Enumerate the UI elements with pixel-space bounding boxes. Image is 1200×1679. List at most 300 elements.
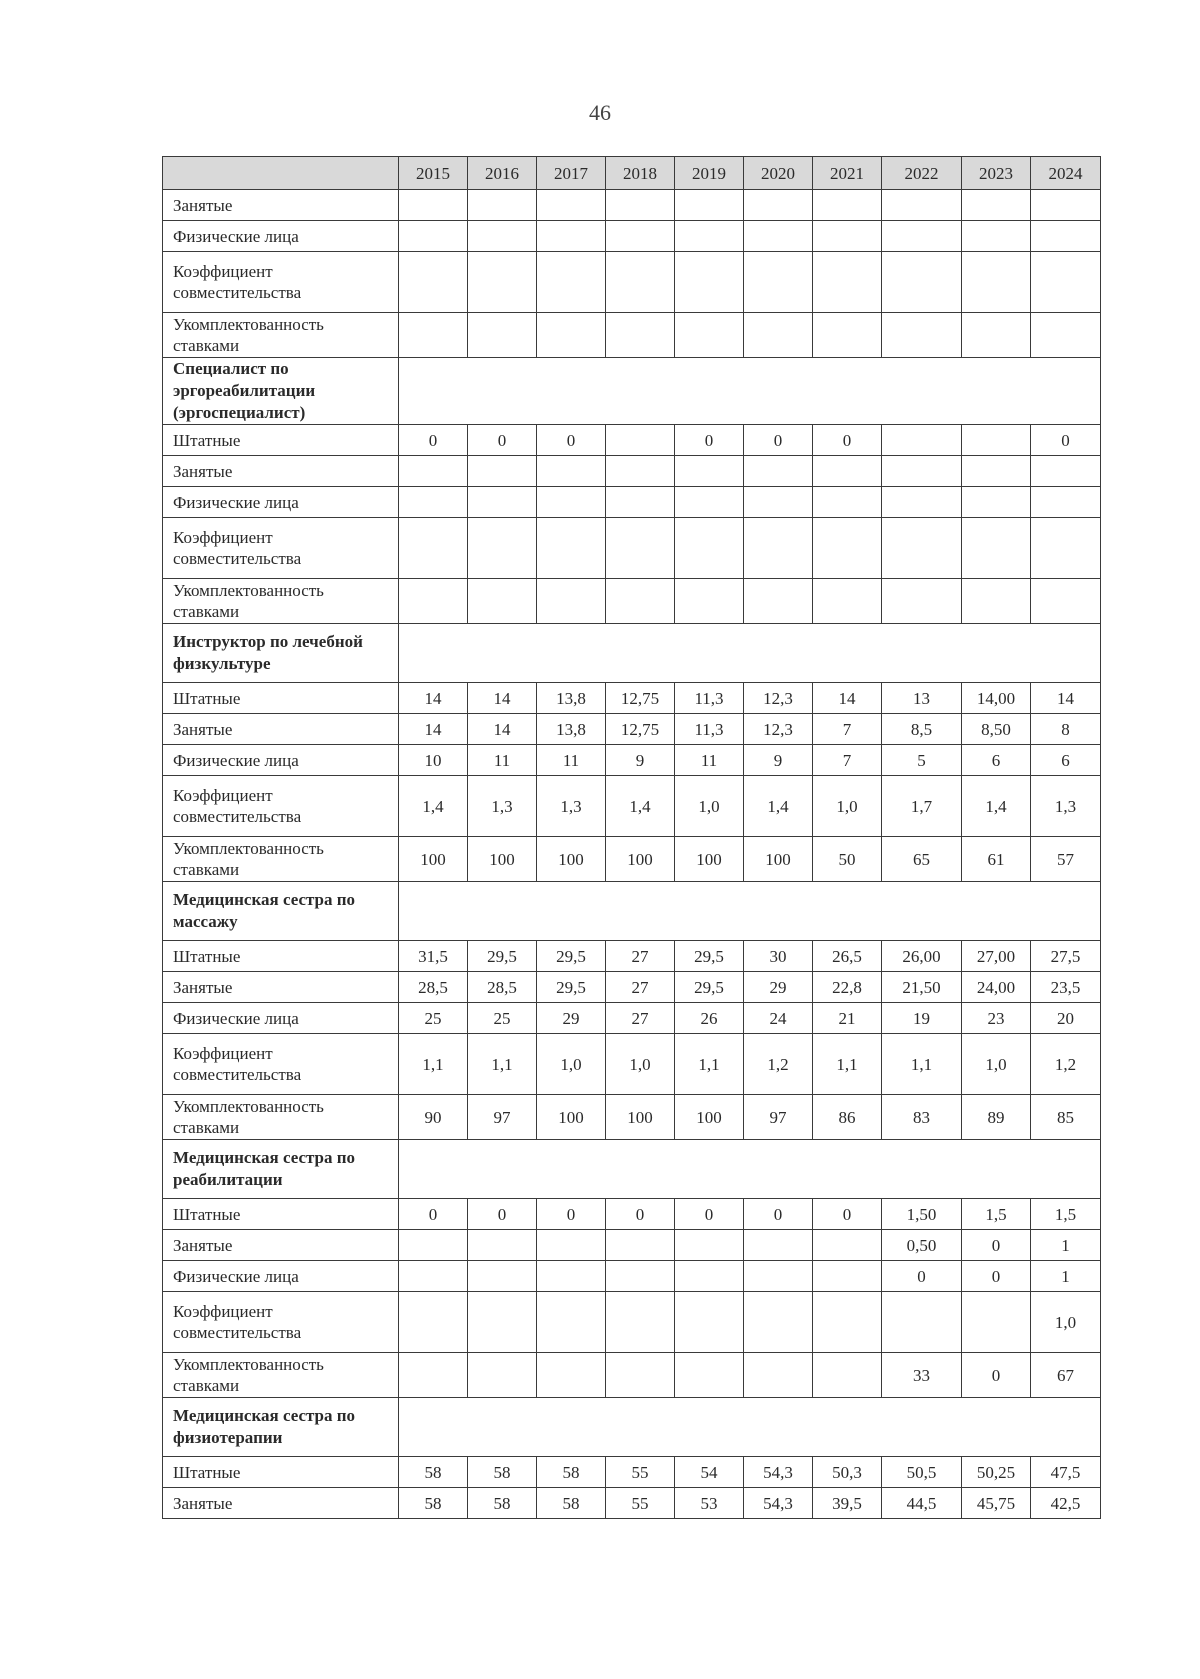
value-cell: 83: [882, 1095, 962, 1140]
table-body: [163, 190, 1101, 1519]
value-cell: 21,50: [882, 972, 962, 1003]
value-cell: [813, 252, 882, 313]
value-cell: 0: [675, 1199, 744, 1230]
value-cell: 14: [468, 683, 537, 714]
value-cell: [537, 313, 606, 358]
value-cell: [813, 579, 882, 624]
row-label: Штатные: [163, 1457, 399, 1488]
value-cell: [882, 252, 962, 313]
value-cell: 25: [399, 1003, 468, 1034]
value-cell: 0: [744, 425, 813, 456]
table-row: [163, 941, 1101, 972]
value-cell: 1,4: [606, 776, 675, 837]
value-cell: [537, 456, 606, 487]
value-cell: 13,8: [537, 714, 606, 745]
value-cell: 6: [962, 745, 1031, 776]
year-header-cell: 2015: [399, 157, 468, 190]
table-row: [163, 683, 1101, 714]
value-cell: 1,0: [1031, 1292, 1101, 1353]
value-cell: [744, 1353, 813, 1398]
value-cell: 28,5: [468, 972, 537, 1003]
value-cell: [675, 221, 744, 252]
value-cell: [882, 518, 962, 579]
value-cell: 7: [813, 714, 882, 745]
row-label: Укомплектованность ставками: [163, 313, 399, 358]
row-label: Штатные: [163, 941, 399, 972]
value-cell: 28,5: [399, 972, 468, 1003]
value-cell: [399, 252, 468, 313]
year-header-cell: 2016: [468, 157, 537, 190]
value-cell: [399, 456, 468, 487]
row-label: Штатные: [163, 683, 399, 714]
value-cell: [399, 1261, 468, 1292]
value-cell: 13: [882, 683, 962, 714]
value-cell: 100: [399, 837, 468, 882]
value-cell: 11,3: [675, 683, 744, 714]
value-cell: [675, 1292, 744, 1353]
value-cell: [1031, 221, 1101, 252]
value-cell: [1031, 518, 1101, 579]
value-cell: 19: [882, 1003, 962, 1034]
value-cell: [744, 579, 813, 624]
section-title: Инструктор по лечебной физкультуре: [163, 624, 399, 683]
value-cell: [744, 1261, 813, 1292]
value-cell: [675, 1353, 744, 1398]
value-cell: [399, 1353, 468, 1398]
value-cell: 89: [962, 1095, 1031, 1140]
value-cell: [606, 456, 675, 487]
row-label: Укомплектованность ставками: [163, 1095, 399, 1140]
value-cell: 1,0: [962, 1034, 1031, 1095]
value-cell: [744, 1230, 813, 1261]
value-cell: 1,0: [606, 1034, 675, 1095]
value-cell: 14: [399, 714, 468, 745]
value-cell: [744, 313, 813, 358]
year-header-cell: 2019: [675, 157, 744, 190]
value-cell: [606, 518, 675, 579]
value-cell: 33: [882, 1353, 962, 1398]
row-label: Занятые: [163, 1488, 399, 1519]
value-cell: [606, 190, 675, 221]
value-cell: [675, 190, 744, 221]
value-cell: 29,5: [675, 972, 744, 1003]
value-cell: 27,5: [1031, 941, 1101, 972]
value-cell: 1,50: [882, 1199, 962, 1230]
value-cell: [882, 579, 962, 624]
table-row: [163, 1292, 1101, 1353]
value-cell: [399, 1292, 468, 1353]
value-cell: [399, 1230, 468, 1261]
value-cell: 0: [962, 1353, 1031, 1398]
value-cell: 54,3: [744, 1457, 813, 1488]
table-header-row: [163, 157, 1101, 190]
row-label: Укомплектованность ставками: [163, 579, 399, 624]
value-cell: 61: [962, 837, 1031, 882]
value-cell: 29,5: [537, 941, 606, 972]
row-label: Коэффициент совместительства: [163, 1034, 399, 1095]
table-row: [163, 518, 1101, 579]
value-cell: 1,3: [468, 776, 537, 837]
section-empty-span: [399, 624, 1101, 683]
value-cell: [813, 313, 882, 358]
value-cell: 29,5: [468, 941, 537, 972]
value-cell: [537, 579, 606, 624]
value-cell: 9: [744, 745, 813, 776]
value-cell: [1031, 456, 1101, 487]
section-title: Специалист по эргореабилитации (эргоспециалист): [163, 358, 399, 425]
value-cell: 31,5: [399, 941, 468, 972]
value-cell: [882, 456, 962, 487]
value-cell: 67: [1031, 1353, 1101, 1398]
value-cell: 0: [1031, 425, 1101, 456]
value-cell: [813, 1353, 882, 1398]
value-cell: 1,2: [744, 1034, 813, 1095]
value-cell: [962, 221, 1031, 252]
value-cell: [813, 221, 882, 252]
value-cell: 0: [468, 1199, 537, 1230]
value-cell: 0: [675, 425, 744, 456]
value-cell: 100: [537, 837, 606, 882]
value-cell: 54: [675, 1457, 744, 1488]
value-cell: 86: [813, 1095, 882, 1140]
value-cell: 0: [537, 425, 606, 456]
value-cell: 58: [537, 1488, 606, 1519]
value-cell: [962, 313, 1031, 358]
table-row: [163, 972, 1101, 1003]
value-cell: 1,5: [1031, 1199, 1101, 1230]
value-cell: [399, 221, 468, 252]
table-row: [163, 1261, 1101, 1292]
value-cell: 14,00: [962, 683, 1031, 714]
value-cell: 100: [606, 837, 675, 882]
value-cell: [399, 190, 468, 221]
value-cell: 0: [606, 1199, 675, 1230]
value-cell: 58: [399, 1457, 468, 1488]
row-label: Физические лица: [163, 1261, 399, 1292]
row-label: Штатные: [163, 425, 399, 456]
value-cell: 27: [606, 972, 675, 1003]
value-cell: 1,0: [675, 776, 744, 837]
table-row: [163, 1353, 1101, 1398]
table-row: [163, 714, 1101, 745]
value-cell: 26,5: [813, 941, 882, 972]
value-cell: [537, 221, 606, 252]
value-cell: 1,2: [1031, 1034, 1101, 1095]
value-cell: 39,5: [813, 1488, 882, 1519]
value-cell: 29,5: [537, 972, 606, 1003]
value-cell: 0: [962, 1230, 1031, 1261]
value-cell: [962, 518, 1031, 579]
table-row: [163, 1230, 1101, 1261]
table-row: [163, 1199, 1101, 1230]
value-cell: [813, 1230, 882, 1261]
table-row: [163, 252, 1101, 313]
value-cell: 58: [399, 1488, 468, 1519]
value-cell: [744, 518, 813, 579]
value-cell: [675, 1261, 744, 1292]
value-cell: 0: [399, 425, 468, 456]
value-cell: [399, 518, 468, 579]
table-row: [163, 221, 1101, 252]
table-row: [163, 776, 1101, 837]
value-cell: [1031, 313, 1101, 358]
value-cell: [813, 1292, 882, 1353]
value-cell: 0: [813, 1199, 882, 1230]
value-cell: [468, 1292, 537, 1353]
value-cell: [962, 487, 1031, 518]
value-cell: [882, 1292, 962, 1353]
value-cell: 21: [813, 1003, 882, 1034]
table-row: [163, 425, 1101, 456]
section-title: Медицинская сестра по реабилитации: [163, 1140, 399, 1199]
value-cell: [882, 313, 962, 358]
value-cell: [744, 252, 813, 313]
row-label: Занятые: [163, 972, 399, 1003]
value-cell: 7: [813, 745, 882, 776]
value-cell: 9: [606, 745, 675, 776]
value-cell: 26,00: [882, 941, 962, 972]
value-cell: [813, 456, 882, 487]
value-cell: 1: [1031, 1230, 1101, 1261]
section-header-row: [163, 358, 1101, 425]
value-cell: 1,0: [537, 1034, 606, 1095]
value-cell: 97: [468, 1095, 537, 1140]
value-cell: 1,3: [537, 776, 606, 837]
value-cell: 13,8: [537, 683, 606, 714]
page-number: 46: [589, 100, 611, 125]
value-cell: 1,7: [882, 776, 962, 837]
value-cell: [744, 221, 813, 252]
value-cell: 47,5: [1031, 1457, 1101, 1488]
value-cell: [744, 190, 813, 221]
value-cell: 0: [744, 1199, 813, 1230]
year-header-cell: 2018: [606, 157, 675, 190]
value-cell: [537, 1292, 606, 1353]
value-cell: [813, 487, 882, 518]
value-cell: [399, 487, 468, 518]
value-cell: 29: [537, 1003, 606, 1034]
row-label: Коэффициент совместительства: [163, 252, 399, 313]
staffing-table: [162, 156, 1101, 1519]
table-row: [163, 1034, 1101, 1095]
value-cell: 5: [882, 745, 962, 776]
value-cell: 27,00: [962, 941, 1031, 972]
row-label: Укомплектованность ставками: [163, 837, 399, 882]
value-cell: 0,50: [882, 1230, 962, 1261]
value-cell: 100: [675, 837, 744, 882]
value-cell: [468, 190, 537, 221]
table-row: [163, 1003, 1101, 1034]
value-cell: 1,1: [882, 1034, 962, 1095]
value-cell: [399, 313, 468, 358]
value-cell: 8: [1031, 714, 1101, 745]
value-cell: [606, 487, 675, 518]
value-cell: 1,4: [962, 776, 1031, 837]
value-cell: [468, 456, 537, 487]
value-cell: [537, 518, 606, 579]
value-cell: 97: [744, 1095, 813, 1140]
value-cell: [744, 1292, 813, 1353]
value-cell: 24,00: [962, 972, 1031, 1003]
value-cell: [537, 1261, 606, 1292]
value-cell: 53: [675, 1488, 744, 1519]
row-label: Физические лица: [163, 745, 399, 776]
value-cell: [962, 579, 1031, 624]
value-cell: 20: [1031, 1003, 1101, 1034]
value-cell: 50,25: [962, 1457, 1031, 1488]
value-cell: 24: [744, 1003, 813, 1034]
value-cell: 0: [537, 1199, 606, 1230]
row-label: Физические лица: [163, 1003, 399, 1034]
row-label: Физические лица: [163, 221, 399, 252]
value-cell: 54,3: [744, 1488, 813, 1519]
value-cell: 58: [537, 1457, 606, 1488]
value-cell: [675, 1230, 744, 1261]
value-cell: 1,1: [468, 1034, 537, 1095]
value-cell: [468, 221, 537, 252]
value-cell: [675, 487, 744, 518]
value-cell: 11: [468, 745, 537, 776]
table-row: [163, 190, 1101, 221]
value-cell: 50,5: [882, 1457, 962, 1488]
value-cell: 11: [675, 745, 744, 776]
table-row: [163, 1457, 1101, 1488]
value-cell: 0: [882, 1261, 962, 1292]
value-cell: [606, 1353, 675, 1398]
value-cell: 1,4: [744, 776, 813, 837]
value-cell: [468, 518, 537, 579]
value-cell: [1031, 487, 1101, 518]
table-row: [163, 745, 1101, 776]
row-label: Коэффициент совместительства: [163, 776, 399, 837]
value-cell: [606, 313, 675, 358]
value-cell: [537, 252, 606, 313]
value-cell: [468, 252, 537, 313]
value-cell: [468, 1230, 537, 1261]
value-cell: 1,1: [813, 1034, 882, 1095]
year-header-cell: 2023: [962, 157, 1031, 190]
value-cell: [606, 221, 675, 252]
value-cell: 25: [468, 1003, 537, 1034]
value-cell: 12,75: [606, 714, 675, 745]
value-cell: 100: [675, 1095, 744, 1140]
value-cell: 6: [1031, 745, 1101, 776]
row-label: Занятые: [163, 190, 399, 221]
value-cell: 29: [744, 972, 813, 1003]
header-corner-cell: [163, 157, 399, 190]
value-cell: [468, 487, 537, 518]
section-title: Медицинская сестра по массажу: [163, 882, 399, 941]
value-cell: [882, 487, 962, 518]
value-cell: 0: [399, 1199, 468, 1230]
year-header-cell: 2020: [744, 157, 813, 190]
row-label: Укомплектованность ставками: [163, 1353, 399, 1398]
value-cell: [675, 518, 744, 579]
value-cell: [606, 1292, 675, 1353]
section-header-row: [163, 1140, 1101, 1199]
value-cell: [537, 190, 606, 221]
value-cell: 55: [606, 1457, 675, 1488]
value-cell: [882, 190, 962, 221]
value-cell: [744, 456, 813, 487]
value-cell: [813, 190, 882, 221]
value-cell: 8,5: [882, 714, 962, 745]
value-cell: 11: [537, 745, 606, 776]
value-cell: 45,75: [962, 1488, 1031, 1519]
year-header-cell: 2021: [813, 157, 882, 190]
value-cell: 100: [744, 837, 813, 882]
value-cell: 12,3: [744, 683, 813, 714]
value-cell: [606, 579, 675, 624]
row-label: Занятые: [163, 456, 399, 487]
value-cell: [468, 1353, 537, 1398]
value-cell: 23,5: [1031, 972, 1101, 1003]
value-cell: 14: [468, 714, 537, 745]
value-cell: [882, 425, 962, 456]
value-cell: [813, 518, 882, 579]
value-cell: [537, 487, 606, 518]
value-cell: [537, 1230, 606, 1261]
value-cell: 0: [813, 425, 882, 456]
value-cell: 90: [399, 1095, 468, 1140]
table-row: [163, 579, 1101, 624]
value-cell: [468, 313, 537, 358]
value-cell: 14: [1031, 683, 1101, 714]
value-cell: [606, 1261, 675, 1292]
value-cell: 1,1: [399, 1034, 468, 1095]
section-empty-span: [399, 358, 1101, 425]
value-cell: 8,50: [962, 714, 1031, 745]
value-cell: 30: [744, 941, 813, 972]
value-cell: [606, 1230, 675, 1261]
value-cell: 10: [399, 745, 468, 776]
table-row: [163, 487, 1101, 518]
table-row: [163, 837, 1101, 882]
value-cell: [606, 425, 675, 456]
value-cell: [675, 579, 744, 624]
value-cell: 100: [468, 837, 537, 882]
row-label: Занятые: [163, 1230, 399, 1261]
value-cell: [962, 425, 1031, 456]
value-cell: 1,1: [675, 1034, 744, 1095]
row-label: Коэффициент совместительства: [163, 1292, 399, 1353]
value-cell: 50,3: [813, 1457, 882, 1488]
table-row: [163, 313, 1101, 358]
value-cell: 23: [962, 1003, 1031, 1034]
value-cell: 1: [1031, 1261, 1101, 1292]
value-cell: 14: [399, 683, 468, 714]
section-title: Медицинская сестра по физиотерапии: [163, 1398, 399, 1457]
value-cell: 12,75: [606, 683, 675, 714]
value-cell: 55: [606, 1488, 675, 1519]
value-cell: 65: [882, 837, 962, 882]
year-header-cell: 2024: [1031, 157, 1101, 190]
value-cell: [1031, 579, 1101, 624]
row-label: Штатные: [163, 1199, 399, 1230]
row-label: Занятые: [163, 714, 399, 745]
value-cell: 11,3: [675, 714, 744, 745]
value-cell: [399, 579, 468, 624]
section-empty-span: [399, 1398, 1101, 1457]
value-cell: 26: [675, 1003, 744, 1034]
value-cell: [1031, 190, 1101, 221]
value-cell: [962, 252, 1031, 313]
table-row: [163, 456, 1101, 487]
value-cell: [962, 190, 1031, 221]
value-cell: 22,8: [813, 972, 882, 1003]
value-cell: 27: [606, 1003, 675, 1034]
value-cell: 0: [962, 1261, 1031, 1292]
